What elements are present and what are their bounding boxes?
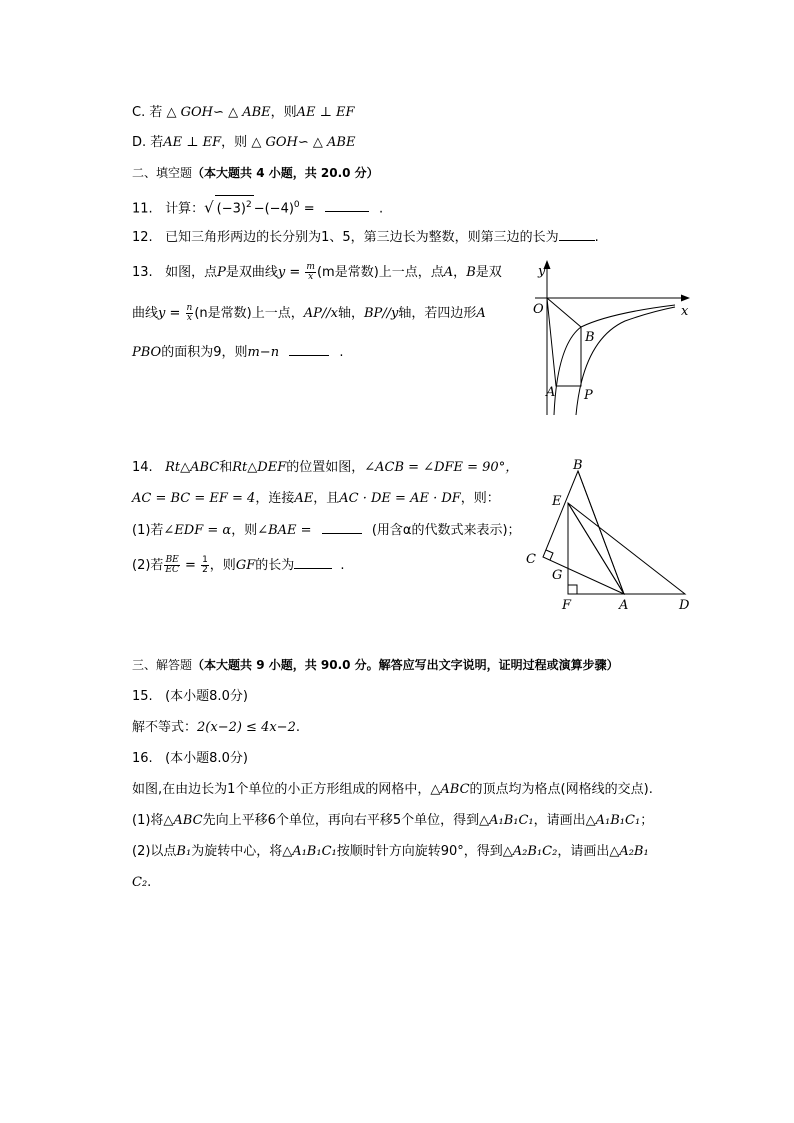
similar-symbol: ∽ bbox=[213, 105, 224, 120]
section-2-heading bbox=[132, 164, 379, 182]
label-o: O bbox=[533, 302, 544, 317]
label-x: x bbox=[681, 304, 689, 319]
option-c bbox=[132, 104, 355, 122]
label-p: P bbox=[584, 388, 593, 403]
question-number: 16. bbox=[132, 751, 153, 766]
label-e: E bbox=[552, 494, 562, 509]
question-16-line-4: C₂. bbox=[132, 875, 152, 890]
triangle-symbol: △ bbox=[166, 105, 177, 120]
option-c-conclusion: AE ⊥ EF bbox=[296, 105, 355, 120]
figure-13-hyperbola bbox=[525, 255, 700, 420]
question-14-part-1: (1)若∠EDF = α，则∠BAE = (用含α的代数式来表示)； bbox=[132, 523, 521, 538]
q11-zero-exponent: 0 bbox=[293, 200, 300, 210]
q11-rest: −(−4) bbox=[253, 201, 294, 217]
question-score: (本小题8.0分) bbox=[165, 751, 248, 766]
label-b: B bbox=[573, 458, 583, 473]
triangle-def bbox=[568, 503, 685, 594]
answer-blank[interactable] bbox=[325, 199, 369, 212]
triangle-symbol: △ bbox=[228, 105, 239, 120]
label-b: B bbox=[585, 330, 595, 345]
triangle-symbol: △ bbox=[251, 135, 262, 150]
question-14-part-2: (2)若 $\frac{BE}{EC}$ = $\frac{1}{2}$ ，则GF的长为 . bbox=[132, 555, 345, 575]
question-16-part-2: (2)以点B₁为旋转中心，将△A₁B₁C₁按顺时针方向旋转90°，得到△A₂B₁C₂，请画出△A₂B₁ bbox=[132, 844, 649, 859]
right-angle-f bbox=[568, 585, 577, 594]
question-15-body: 解不等式：2(x−2) ≤ 4x−2. bbox=[132, 720, 300, 735]
question-15-header bbox=[132, 688, 248, 706]
answer-blank[interactable] bbox=[289, 343, 329, 356]
question-score: (本小题8.0分) bbox=[165, 689, 248, 704]
question-11 bbox=[132, 195, 383, 218]
question-13-line-3: PBO的面积为9，则m−n . bbox=[132, 345, 344, 360]
x-axis-arrow bbox=[681, 295, 690, 302]
label-a: A bbox=[546, 385, 556, 400]
q11-equals: = bbox=[299, 201, 315, 217]
label-d: D bbox=[679, 598, 690, 613]
question-14-line-1: 14. Rt△ABC和Rt△DEF的位置如图，∠ACB = ∠DFE = 90°， bbox=[132, 460, 519, 475]
section-2-title: 二、填空题 bbox=[132, 166, 193, 180]
label-c: C bbox=[526, 552, 536, 567]
triangle-abe: ABE bbox=[327, 135, 356, 150]
fraction-n-over-x: $\frac{n}{x}$ bbox=[186, 303, 193, 323]
question-14-line-2: AC = BC = EF = 4，连接AE，且AC · DE = AE · DF，则： bbox=[132, 491, 500, 506]
question-13-line-2: 曲线y = $\frac{n}{x}$ (n是常数)上一点，AP//x轴，BP//y轴，若四边形A bbox=[132, 303, 486, 323]
section-3-title: 三、解答题 bbox=[132, 658, 193, 672]
label-g: G bbox=[552, 568, 563, 583]
label-y: y bbox=[538, 264, 546, 279]
fraction-m-over-x: $\frac{m}{x}$ bbox=[306, 262, 315, 282]
triangle-abe: ABE bbox=[242, 105, 271, 120]
answer-blank[interactable] bbox=[322, 521, 362, 534]
hyperbola-m bbox=[554, 305, 675, 415]
question-number: 12. bbox=[132, 230, 153, 245]
similar-symbol: ∽ bbox=[297, 135, 309, 150]
section-3-detail: （本大题共 9 小题，共 90.0 分。解答应写出文字说明，证明过程或演算步骤） bbox=[192, 658, 619, 672]
question-16-line-1: 如图,在由边长为1个单位的小正方形组成的网格中，△ABC的顶点均为格点(网格线的交点). bbox=[132, 782, 653, 797]
option-c-prefix: C. 若 bbox=[132, 105, 163, 120]
triangle-goh: GOH bbox=[265, 135, 298, 150]
option-d-then: ，则 bbox=[221, 135, 248, 150]
fraction-one-half: $\frac{1}{2}$ bbox=[202, 555, 208, 575]
question-16-header bbox=[132, 750, 248, 768]
question-number: 15. bbox=[132, 689, 153, 704]
option-d-condition: AE ⊥ EF bbox=[163, 135, 222, 150]
question-number: 11. bbox=[132, 201, 153, 217]
label-f: F bbox=[562, 598, 572, 613]
q11-label: 计算： bbox=[165, 201, 205, 217]
section-2-detail: （本大题共 4 小题，共 20.0 分） bbox=[192, 166, 379, 180]
question-13-line-1: 13. 如图，点P是双曲线y = $\frac{m}{x}$ (m是常数)上一点，点A，B是双 bbox=[132, 262, 502, 282]
question-number: 13. bbox=[132, 265, 153, 280]
segment-ba bbox=[578, 471, 624, 594]
triangle-goh: GOH bbox=[180, 105, 214, 120]
question-16-part-1: (1)将△ABC先向上平移6个单位，再向右平移5个单位，得到△A₁B₁C₁，请画出△A₁B₁C₁； bbox=[132, 813, 654, 828]
option-d-prefix: D. 若 bbox=[132, 135, 164, 150]
option-c-then: ，则 bbox=[270, 105, 297, 120]
answer-blank[interactable] bbox=[559, 228, 595, 241]
answer-blank[interactable] bbox=[294, 556, 332, 569]
section-3-heading bbox=[132, 656, 619, 674]
option-d bbox=[132, 134, 355, 152]
sqrt-symbol: √ bbox=[204, 198, 214, 217]
fraction-be-over-ec: $\frac{BE}{EC}$ bbox=[165, 555, 179, 575]
sqrt-radicand: $(-3)^2$ bbox=[215, 195, 254, 218]
figure-14-triangles bbox=[520, 455, 700, 615]
quadrilateral-apbo bbox=[547, 298, 581, 386]
q11-end: . bbox=[378, 201, 384, 217]
question-number: 14. bbox=[132, 460, 153, 475]
triangle-symbol: △ bbox=[312, 135, 323, 150]
q12-end: . bbox=[594, 230, 599, 245]
question-12 bbox=[132, 228, 599, 247]
label-a: A bbox=[619, 598, 629, 613]
q12-text: 已知三角形两边的长分别为1、5，第三边长为整数，则第三边的长为 bbox=[165, 230, 559, 245]
